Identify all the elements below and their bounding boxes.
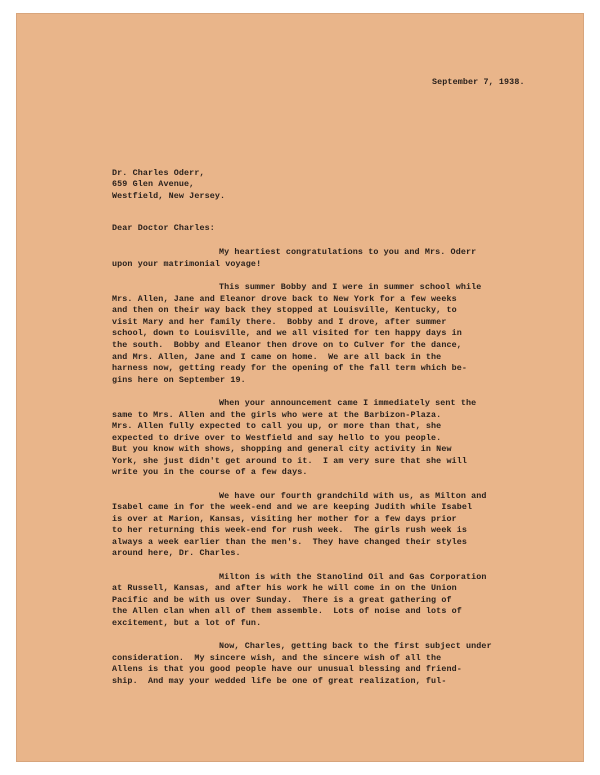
paragraph-line: excitement, but a lot of fun. (112, 618, 262, 628)
paragraph-line: Mrs. Allen, Jane and Eleanor drove back to New York for a few weeks (112, 294, 457, 304)
paragraph-line: ship. And may your wedded life be one of great realization, ful- (112, 676, 447, 686)
paragraph-line: always a week earlier than the men's. They have changed their styles (112, 537, 468, 547)
address-line: Dr. Charles Oderr, (112, 168, 205, 178)
paragraph-line: the south. Bobby and Eleanor then drove on to Culver for the dance, (112, 340, 462, 350)
paragraph-line: to her returning this week-end for rush week. The girls rush week is (112, 525, 468, 535)
paragraph-line: We have our fourth grandchild with us, as Milton and (219, 491, 487, 501)
paragraph-line: My heartiest congratulations to you and Mrs. Oderr (219, 247, 477, 257)
paragraph-line: and then on their way back they stopped at Louisville, Kentucky, to (112, 305, 457, 315)
paragraph-line: York, she just didn't get around to it. I am very sure that she will (112, 456, 468, 466)
paragraph-line: consideration. My sincere wish, and the sincere wish of all the (112, 653, 442, 663)
paragraph-line: harness now, getting ready for the opening of the fall term which be- (112, 363, 468, 373)
paragraph-line: the Allen clan when all of them assemble. Lots of noise and lots of (112, 606, 462, 616)
salutation: Dear Doctor Charles: (112, 223, 215, 233)
address-line: 659 Glen Avenue, (112, 179, 195, 189)
paragraph-line: around here, Dr. Charles. (112, 548, 241, 558)
paragraph-line: upon your matrimonial voyage! (112, 259, 262, 269)
paragraph-line: Now, Charles, getting back to the first subject under (219, 641, 492, 651)
paragraph-line: Milton is with the Stanolind Oil and Gas Corporation (219, 572, 487, 582)
paragraph-line: Mrs. Allen fully expected to call you up, or more than that, she (112, 421, 442, 431)
paragraph-line: Pacific and be with us over Sunday. There is a great gathering of (112, 595, 452, 605)
paragraph-line: Allens is that you good people have our unusual blessing and friend- (112, 664, 462, 674)
paragraph-line: expected to drive over to Westfield and say hello to you people. (112, 433, 442, 443)
paragraph-line: But you know with shows, shopping and general city activity in New (112, 444, 452, 454)
paragraph-line: and Mrs. Allen, Jane and I came on home. We are all back in the (112, 352, 442, 362)
paragraph-line: write you in the course of a few days. (112, 467, 308, 477)
paragraph-line: Isabel came in for the week-end and we are keeping Judith while Isabel (112, 502, 473, 512)
address-line: Westfield, New Jersey. (112, 191, 226, 201)
paragraph-line: This summer Bobby and I were in summer school while (219, 282, 482, 292)
paragraph-line: visit Mary and her family there. Bobby and I drove, after summer (112, 317, 447, 327)
paragraph-line: at Russell, Kansas, and after his work he will come in on the Union (112, 583, 457, 593)
paragraph-line: gins here on September 19. (112, 375, 246, 385)
letter-date: September 7, 1938. (432, 77, 525, 87)
paragraph-line: school, down to Louisville, and we all visited for ten happy days in (112, 328, 462, 338)
paragraph-line: same to Mrs. Allen and the girls who were at the Barbizon-Plaza. (112, 410, 442, 420)
paragraph-line: When your announcement came I immediately sent the (219, 398, 477, 408)
paragraph-line: is over at Marion, Kansas, visiting her mother for a few days prior (112, 514, 457, 524)
